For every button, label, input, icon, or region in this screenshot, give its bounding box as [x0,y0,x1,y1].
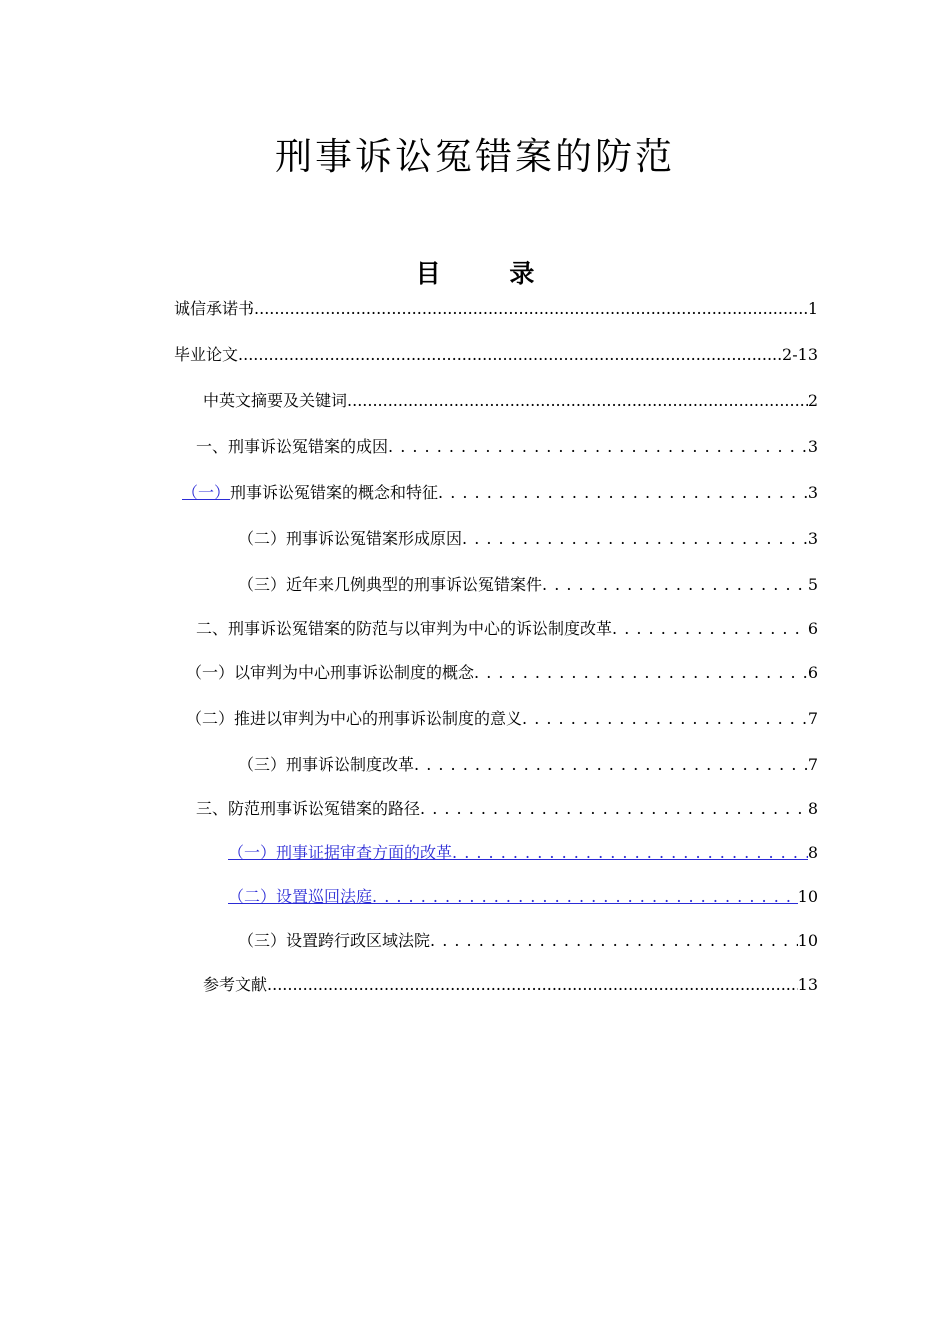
toc-entry-page: 7 [807,755,818,774]
toc-leader-dots [238,345,782,364]
toc-entry-page: 6 [807,663,818,682]
toc-entry-page: 3 [807,483,818,502]
toc-leader-dots [420,799,808,818]
toc-entry-label: 三、防范刑事诉讼冤错案的路径 [196,799,421,818]
toc-entry-label: （三）刑事诉讼制度改革 [238,755,415,774]
toc-entry-1-2[interactable] [238,526,818,548]
toc-entry-2-2[interactable] [186,706,818,728]
toc-entry-page: 13 [797,975,818,994]
toc-heading: 目 录 [415,259,565,288]
toc-entry-references[interactable] [203,972,818,994]
toc-entry-page: 10 [797,887,818,906]
toc-entry-page: 7 [807,709,818,728]
toc-entry-page: 10 [797,931,818,950]
toc-entry-2-1[interactable] [186,660,818,682]
toc-leader-dots [430,931,798,950]
toc-leader-dots [522,709,808,728]
toc-entry-page: 2 [807,391,818,410]
toc-entry-label: 中英文摘要及关键词 [203,391,348,410]
toc-leader-dots [347,391,808,410]
toc-entry-page: 2-13 [782,345,818,364]
toc-entry-page: 8 [807,799,818,818]
toc-entry-label[interactable]: （二）设置巡回法庭 [228,887,373,906]
toc-entry-label: （二）推进以审判为中心的刑事诉讼制度的意义 [186,709,523,728]
toc-leader-dots [414,755,808,774]
toc-entry-3-1[interactable] [228,840,818,862]
toc-entry-2-3[interactable] [238,752,818,774]
toc-entry-1-3[interactable] [238,572,818,594]
toc-entry-1-1[interactable] [182,480,818,502]
toc-leader-dots [388,437,808,456]
toc-entry-page: 1 [807,299,818,318]
toc-entry-thesis[interactable] [174,342,818,364]
toc-entry-honesty-pledge[interactable] [174,296,818,318]
toc-entry-page: 3 [807,437,818,456]
toc-entry-label: 诚信承诺书 [174,299,255,318]
document-title: 刑事诉讼冤错案的防范 [275,135,675,178]
toc-entry-chapter-2[interactable] [196,616,818,638]
toc-leader-dots [542,575,808,594]
toc-entry-label: 参考文献 [203,975,268,994]
toc-entry-label: 刑事诉讼冤错案的概念和特征 [230,483,439,502]
toc-entry-label: （三）设置跨行政区域法院 [238,931,431,950]
toc-entry-link-prefix[interactable]: （一） [182,483,231,502]
toc-entry-page: 3 [807,529,818,548]
toc-entry-3-3[interactable] [238,928,818,950]
toc-leader-dots [254,299,808,318]
toc-leader-dots [462,529,808,548]
toc-leader-dots [452,843,808,862]
toc-entry-abstract[interactable] [203,388,818,410]
toc-leader-dots [612,619,808,638]
toc-leader-dots [267,975,798,994]
toc-entry-label[interactable]: （一）刑事证据审查方面的改革 [228,843,453,862]
toc-entry-page: 8 [807,843,818,862]
toc-entry-chapter-1[interactable] [196,434,818,456]
toc-leader-dots [474,663,808,682]
toc-entry-label: （二）刑事诉讼冤错案形成原因 [238,529,463,548]
toc-entry-label: 一、刑事诉讼冤错案的成因 [196,437,389,456]
toc-leader-dots [438,483,808,502]
toc-entry-page: 5 [807,575,818,594]
toc-leader-dots [372,887,798,906]
toc-entry-label: 二、刑事诉讼冤错案的防范与以审判为中心的诉讼制度改革 [196,619,613,638]
toc-entry-3-2[interactable] [228,884,818,906]
toc-entry-label: 毕业论文 [174,345,239,364]
toc-entry-label: （一）以审判为中心刑事诉讼制度的概念 [186,663,475,682]
toc-entry-page: 6 [807,619,818,638]
toc-entry-chapter-3[interactable] [196,796,818,818]
toc-entry-label: （三）近年来几例典型的刑事诉讼冤错案件 [238,575,543,594]
